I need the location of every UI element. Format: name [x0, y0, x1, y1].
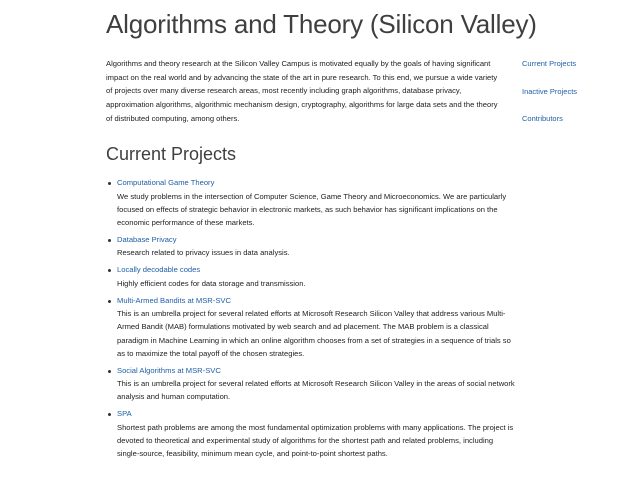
bullet-icon [108, 370, 111, 373]
project-item-database-privacy [117, 234, 517, 260]
side-nav-item-inactive-projects [522, 85, 577, 99]
project-item-social-algorithms [117, 365, 517, 404]
current-projects-link[interactable]: Current Projects [522, 59, 577, 68]
inactive-projects-link[interactable]: Inactive Projects [522, 86, 578, 96]
page-title: Algorithms and Theory (Silicon Valley) [106, 9, 537, 39]
bullet-icon [108, 413, 111, 416]
project-item-spa [117, 408, 517, 460]
project-description: Highly efficient codes for data storage and transmission. [117, 278, 306, 288]
side-nav-item-contributors [522, 112, 577, 126]
project-link-database-privacy[interactable]: Database Privacy [117, 234, 177, 244]
project-link-spa[interactable]: SPA [117, 409, 132, 419]
project-description: Research related to privacy issues in data analysis. [117, 248, 290, 258]
bullet-icon [108, 239, 111, 242]
project-link-locally-decodable-codes[interactable]: Locally decodable codes [117, 265, 201, 275]
side-nav-item-current-projects [522, 57, 577, 71]
project-item-computational-game-theory [117, 177, 517, 229]
side-nav [522, 57, 577, 140]
project-description: Shortest path problems are among the most fundamental optimization problems with many applications. The project is devoted to theoretical and experimental study of algorithms for the shortest path and related problems, including single-source, feasibility, minimum mean cycle, and point-to-point shortest paths. [117, 422, 514, 459]
project-list [117, 177, 517, 465]
project-link-computational-game-theory[interactable]: Computational Game Theory [117, 178, 215, 187]
intro-paragraph: Algorithms and theory research at the Silicon Valley Campus is motivated equally by the goals of having significant impact on the real world and by advancing the state of the art in pure research. To this end, we pursue a wide variety of projects over many diverse research areas, most recently including graph algorithms, database privacy, approximation algorithms, algorithmic mechanism design, cryptography, algorithms for large data sets and the theory of distributed computing, among others. [106, 59, 498, 123]
bullet-icon [108, 300, 111, 303]
project-description: We study problems in the intersection of Computer Science, Game Theory and Microeconomics. We are particularly focused on effects of strategic behavior in electronic markets, as such behavior has significant implications on the economic performance of these markets. [117, 191, 507, 227]
project-description: This is an umbrella project for several related efforts at Microsoft Research Silicon Valley that address various Multi-Armed Bandit (MAB) formulations motivated by web search and ad placement. The MAB problem is a classical paradigm in Machine Learning in which an online algorithm chooses from a set of strategies in a sequence of trials so as to maximize the total payoff of the chosen strategies. [117, 309, 511, 358]
bullet-icon [108, 269, 111, 272]
project-item-locally-decodable-codes [117, 264, 517, 290]
bullet-icon [108, 182, 111, 185]
project-item-multi-armed-bandits [117, 295, 517, 360]
contributors-link[interactable]: Contributors [522, 114, 563, 123]
project-link-multi-armed-bandits[interactable]: Multi-Armed Bandits at MSR-SVC [117, 295, 231, 305]
project-link-social-algorithms[interactable]: Social Algorithms at MSR-SVC [117, 365, 221, 375]
project-description: This is an umbrella project for several related efforts at Microsoft Research Silicon Valley in the areas of social network analysis and human computation. [117, 379, 515, 402]
current-projects-heading: Current Projects [106, 144, 237, 164]
